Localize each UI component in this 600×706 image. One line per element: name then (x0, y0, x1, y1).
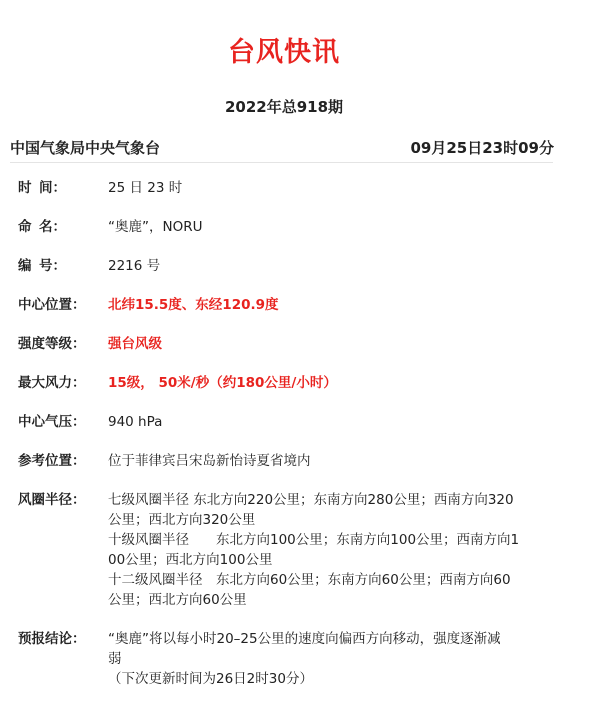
header-divider (10, 162, 553, 163)
value-line: 七级风圈半径 东北方向220公里；东南方向280公里；西南方向320 (108, 492, 514, 508)
value-line: 公里；西北方向320公里 (108, 512, 256, 528)
row-value: 位于菲律宾吕宋岛新怡诗夏省境内 (108, 453, 311, 469)
row-label-part: 时 (18, 180, 32, 196)
row-wind-radius (18, 490, 558, 610)
row-value: 15级， 50米/秒（约180公里/小时） (108, 375, 337, 391)
row-value: 北纬15.5度、东经120.9度 (108, 297, 279, 313)
row-label (18, 217, 66, 237)
row-label: 预报结论： (18, 631, 86, 647)
row-value (108, 629, 558, 689)
value-line: “奥鹿”将以每小时20–25公里的速度向偏西方向移动，强度逐渐减 (108, 631, 501, 647)
agency-name: 中国气象局中央气象台 (10, 139, 161, 157)
row-label-part: 间： (39, 180, 66, 196)
row-max-wind (18, 373, 558, 393)
bulletin-rows (18, 178, 558, 689)
row-time (18, 178, 558, 198)
row-value: 2216 号 (108, 258, 161, 274)
value-line: 公里；西北方向60公里 (108, 592, 247, 608)
row-number (18, 256, 558, 276)
row-reference-position (18, 451, 558, 471)
row-center-position (18, 295, 558, 315)
row-label: 强度等级： (18, 336, 86, 352)
row-label-part: 名： (39, 219, 66, 235)
row-value: “奥鹿”，NORU (108, 219, 203, 235)
row-value (108, 490, 558, 610)
row-value: 25 日 23 时 (108, 180, 183, 196)
row-label (18, 256, 66, 276)
value-line: （下次更新时间为26日2时30分） (108, 671, 313, 687)
row-intensity-grade (18, 334, 558, 354)
row-value: 940 hPa (108, 414, 163, 430)
row-label: 中心气压： (18, 414, 86, 430)
value-line: 00公里；西北方向100公里 (108, 552, 273, 568)
row-value: 强台风级 (108, 336, 162, 352)
row-center-pressure (18, 412, 558, 432)
value-line: 弱 (108, 651, 122, 667)
row-label-part: 编 (18, 258, 32, 274)
row-label-part: 命 (18, 219, 32, 235)
row-label (18, 178, 66, 198)
row-label: 参考位置： (18, 453, 86, 469)
issue-number: 2022年总918期 (224, 98, 344, 116)
value-line: 十级风圈半径 东北方向100公里；东南方向100公里；西南方向1 (108, 532, 520, 548)
row-name (18, 217, 558, 237)
row-label-part: 号： (39, 258, 66, 274)
publish-datetime: 09月25日23时09分 (410, 139, 554, 157)
page-title: 台风快讯 (228, 37, 340, 68)
row-forecast-conclusion (18, 629, 558, 689)
row-label: 中心位置： (18, 297, 86, 313)
row-label: 风圈半径： (18, 492, 86, 508)
row-label: 最大风力： (18, 375, 86, 391)
value-line: 十二级风圈半径 东北方向60公里；东南方向60公里；西南方向60 (108, 572, 511, 588)
